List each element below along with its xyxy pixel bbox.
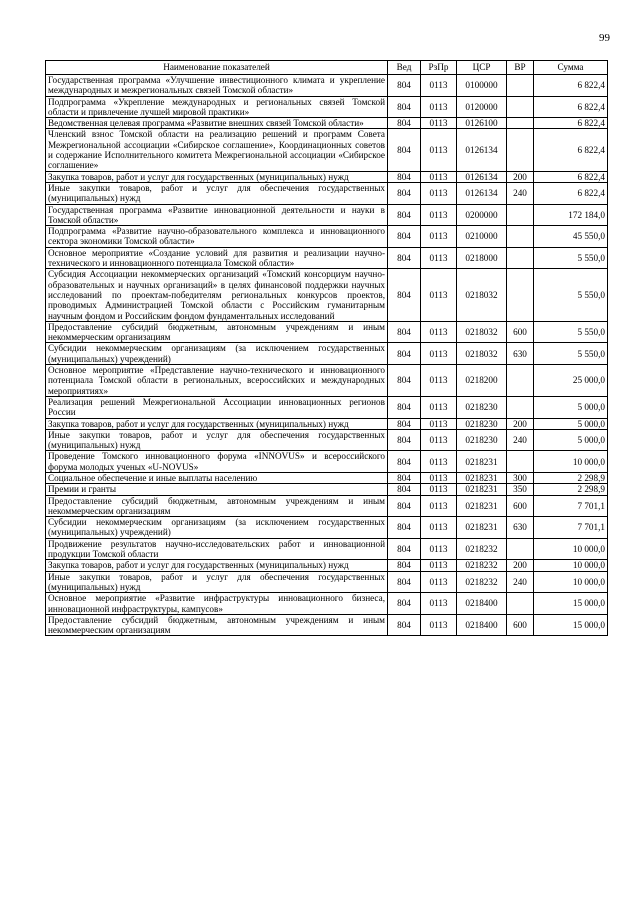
cell-rzpr: 0113	[421, 451, 457, 473]
table-row	[46, 495, 608, 517]
table-body	[46, 75, 608, 636]
cell-vr: 240	[507, 182, 534, 204]
cell-ved: 804	[388, 96, 421, 118]
cell-csr: 0126134	[457, 129, 507, 171]
cell-ved: 804	[388, 182, 421, 204]
cell-vr	[507, 204, 534, 226]
cell-vr	[507, 96, 534, 118]
cell-ved: 804	[388, 75, 421, 97]
cell-rzpr: 0113	[421, 182, 457, 204]
cell-rzpr: 0113	[421, 226, 457, 248]
cell-rzpr: 0113	[421, 495, 457, 517]
cell-sum: 6 822,4	[534, 96, 608, 118]
table-row	[46, 472, 608, 483]
cell-name: Основное мероприятие «Развитие инфраструктуры инновационного бизнеса, инновационной инфраструктуры, кампусов»	[46, 593, 388, 615]
cell-sum: 25 000,0	[534, 365, 608, 397]
cell-rzpr: 0113	[421, 593, 457, 615]
cell-name: Основное мероприятие «Представление научно-технического и инновационного потенциала Томской области в региональных, всероссийских и международных мероприятиях»	[46, 365, 388, 397]
cell-vr: 630	[507, 517, 534, 539]
budget-table	[45, 60, 608, 636]
table-row	[46, 517, 608, 539]
cell-vr: 200	[507, 171, 534, 182]
cell-sum: 15 000,0	[534, 593, 608, 615]
column-header-vr: ВР	[507, 61, 534, 75]
cell-vr: 200	[507, 418, 534, 429]
table-row	[46, 614, 608, 636]
cell-sum: 6 822,4	[534, 171, 608, 182]
cell-vr	[507, 118, 534, 129]
cell-ved: 804	[388, 321, 421, 343]
cell-rzpr: 0113	[421, 484, 457, 495]
cell-rzpr: 0113	[421, 560, 457, 571]
cell-name: Закупка товаров, работ и услуг для государственных (муниципальных) нужд	[46, 418, 388, 429]
cell-csr: 0218000	[457, 247, 507, 269]
cell-sum: 10 000,0	[534, 560, 608, 571]
cell-name: Членский взнос Томской области на реализацию решений и программ Совета Межрегиональной ассоциации «Сибирское соглашение», Координационных советов и содержание Исполнительного комитета Межрегиональной ассоциации «Сибирское соглашение»	[46, 129, 388, 171]
cell-rzpr: 0113	[421, 247, 457, 269]
cell-vr: 630	[507, 343, 534, 365]
cell-ved: 804	[388, 571, 421, 593]
cell-rzpr: 0113	[421, 429, 457, 451]
cell-ved: 804	[388, 451, 421, 473]
cell-ved: 804	[388, 343, 421, 365]
page-number: 99	[599, 32, 610, 44]
cell-ved: 804	[388, 129, 421, 171]
cell-vr	[507, 365, 534, 397]
cell-name: Реализация решений Межрегиональной Ассоциации инновационных регионов России	[46, 396, 388, 418]
column-header-csr: ЦСР	[457, 61, 507, 75]
cell-ved: 804	[388, 484, 421, 495]
cell-vr	[507, 396, 534, 418]
column-header-rzpr: РзПр	[421, 61, 457, 75]
cell-vr	[507, 129, 534, 171]
cell-rzpr: 0113	[421, 571, 457, 593]
cell-name: Социальное обеспечение и иные выплаты населению	[46, 472, 388, 483]
cell-sum: 5 000,0	[534, 396, 608, 418]
cell-csr: 0218231	[457, 495, 507, 517]
cell-vr	[507, 451, 534, 473]
cell-vr: 600	[507, 321, 534, 343]
table-row	[46, 129, 608, 171]
cell-vr	[507, 226, 534, 248]
cell-vr: 350	[507, 484, 534, 495]
table-row	[46, 321, 608, 343]
cell-name: Иные закупки товаров, работ и услуг для обеспечения государственных (муниципальных) нужд	[46, 571, 388, 593]
cell-sum: 10 000,0	[534, 571, 608, 593]
cell-sum: 2 298,9	[534, 472, 608, 483]
cell-csr: 0200000	[457, 204, 507, 226]
cell-ved: 804	[388, 118, 421, 129]
cell-vr: 240	[507, 429, 534, 451]
column-header-sum: Сумма	[534, 61, 608, 75]
cell-name: Подпрограмма «Укрепление международных и региональных связей Томской области и привлечение лучшей мировой практики»	[46, 96, 388, 118]
cell-csr: 0218230	[457, 418, 507, 429]
cell-rzpr: 0113	[421, 204, 457, 226]
cell-csr: 0218032	[457, 321, 507, 343]
cell-name: Субсидии некоммерческим организациям (за исключением государственных (муниципальных) учреждений)	[46, 343, 388, 365]
cell-ved: 804	[388, 226, 421, 248]
cell-name: Премии и гранты	[46, 484, 388, 495]
cell-ved: 804	[388, 538, 421, 560]
cell-csr: 0218231	[457, 484, 507, 495]
cell-sum: 5 550,0	[534, 321, 608, 343]
cell-name: Субсидия Ассоциации некоммерческих организаций «Томский консорциум научно-образовательных и научных организаций» в целях финансовой поддержки научных исследований по проектам-победителям региональных конкурсов проектов, проводимых Администрацией Томской области с Российским гуманитарным научным фондом и Российским фондом фундаментальных исследований	[46, 269, 388, 321]
cell-sum: 172 184,0	[534, 204, 608, 226]
table-row	[46, 365, 608, 397]
cell-name: Предоставление субсидий бюджетным, автономным учреждениям и иным некоммерческим организациям	[46, 495, 388, 517]
cell-name: Закупка товаров, работ и услуг для государственных (муниципальных) нужд	[46, 560, 388, 571]
table-row	[46, 571, 608, 593]
cell-csr: 0218231	[457, 451, 507, 473]
cell-sum: 15 000,0	[534, 614, 608, 636]
cell-csr: 0218232	[457, 560, 507, 571]
cell-sum: 6 822,4	[534, 182, 608, 204]
cell-sum: 6 822,4	[534, 118, 608, 129]
cell-vr	[507, 247, 534, 269]
cell-csr: 0120000	[457, 96, 507, 118]
cell-csr: 0100000	[457, 75, 507, 97]
table-row	[46, 418, 608, 429]
cell-rzpr: 0113	[421, 365, 457, 397]
cell-name: Продвижение результатов научно-исследовательских работ и инновационной продукции Томской области	[46, 538, 388, 560]
column-header-ved: Вед	[388, 61, 421, 75]
cell-csr: 0218231	[457, 517, 507, 539]
cell-csr: 0218230	[457, 429, 507, 451]
cell-rzpr: 0113	[421, 472, 457, 483]
cell-csr: 0218032	[457, 343, 507, 365]
cell-ved: 804	[388, 171, 421, 182]
cell-sum: 45 550,0	[534, 226, 608, 248]
cell-csr: 0218231	[457, 472, 507, 483]
cell-vr	[507, 593, 534, 615]
cell-ved: 804	[388, 418, 421, 429]
cell-sum: 5 550,0	[534, 247, 608, 269]
cell-ved: 804	[388, 560, 421, 571]
cell-sum: 10 000,0	[534, 538, 608, 560]
cell-vr: 240	[507, 571, 534, 593]
cell-csr: 0126134	[457, 182, 507, 204]
table-row	[46, 451, 608, 473]
cell-csr: 0210000	[457, 226, 507, 248]
cell-csr: 0126134	[457, 171, 507, 182]
cell-sum: 5 000,0	[534, 429, 608, 451]
cell-name: Закупка товаров, работ и услуг для государственных (муниципальных) нужд	[46, 171, 388, 182]
cell-name: Субсидии некоммерческим организациям (за исключением государственных (муниципальных) учреждений)	[46, 517, 388, 539]
cell-rzpr: 0113	[421, 321, 457, 343]
table-header-row	[46, 61, 608, 75]
cell-vr: 600	[507, 495, 534, 517]
cell-sum: 5 550,0	[534, 269, 608, 321]
cell-sum: 10 000,0	[534, 451, 608, 473]
cell-csr: 0218400	[457, 593, 507, 615]
cell-vr	[507, 269, 534, 321]
table-row	[46, 96, 608, 118]
cell-csr: 0218232	[457, 571, 507, 593]
cell-vr: 300	[507, 472, 534, 483]
cell-rzpr: 0113	[421, 343, 457, 365]
cell-ved: 804	[388, 396, 421, 418]
cell-ved: 804	[388, 517, 421, 539]
cell-csr: 0218232	[457, 538, 507, 560]
cell-csr: 0218400	[457, 614, 507, 636]
cell-csr: 0218032	[457, 269, 507, 321]
cell-name: Проведение Томского инновационного форума «INNOVUS» и всероссийского форума молодых ученых «U-NOVUS»	[46, 451, 388, 473]
cell-ved: 804	[388, 429, 421, 451]
cell-rzpr: 0113	[421, 614, 457, 636]
cell-name: Основное мероприятие «Создание условий для развития и реализации научно-технического и инновационного потенциала Томской области»	[46, 247, 388, 269]
cell-sum: 2 298,9	[534, 484, 608, 495]
cell-sum: 6 822,4	[534, 75, 608, 97]
table-row	[46, 118, 608, 129]
cell-ved: 804	[388, 204, 421, 226]
table-row	[46, 560, 608, 571]
cell-sum: 7 701,1	[534, 517, 608, 539]
table-row	[46, 247, 608, 269]
cell-sum: 6 822,4	[534, 129, 608, 171]
cell-rzpr: 0113	[421, 75, 457, 97]
cell-vr	[507, 538, 534, 560]
table-row	[46, 396, 608, 418]
cell-rzpr: 0113	[421, 269, 457, 321]
table-row	[46, 226, 608, 248]
cell-ved: 804	[388, 614, 421, 636]
cell-ved: 804	[388, 247, 421, 269]
cell-rzpr: 0113	[421, 396, 457, 418]
cell-vr: 600	[507, 614, 534, 636]
cell-rzpr: 0113	[421, 538, 457, 560]
column-header-name: Наименование показателей	[46, 61, 388, 75]
table-row	[46, 538, 608, 560]
cell-rzpr: 0113	[421, 129, 457, 171]
table-row	[46, 182, 608, 204]
cell-ved: 804	[388, 365, 421, 397]
cell-ved: 804	[388, 269, 421, 321]
cell-rzpr: 0113	[421, 118, 457, 129]
cell-name: Государственная программа «Улучшение инвестиционного климата и укрепление международных и межрегиональных связей Томской области»	[46, 75, 388, 97]
cell-name: Подпрограмма «Развитие научно-образовательного комплекса и инновационного сектора экономики Томской области»	[46, 226, 388, 248]
cell-rzpr: 0113	[421, 171, 457, 182]
cell-sum: 5 000,0	[534, 418, 608, 429]
cell-ved: 804	[388, 593, 421, 615]
table-row	[46, 484, 608, 495]
cell-rzpr: 0113	[421, 96, 457, 118]
cell-rzpr: 0113	[421, 517, 457, 539]
table-row	[46, 343, 608, 365]
cell-ved: 804	[388, 495, 421, 517]
cell-name: Ведомственная целевая программа «Развитие внешних связей Томской области»	[46, 118, 388, 129]
table-row	[46, 75, 608, 97]
cell-vr: 200	[507, 560, 534, 571]
cell-name: Предоставление субсидий бюджетным, автономным учреждениям и иным некоммерческим организациям	[46, 614, 388, 636]
cell-name: Государственная программа «Развитие инновационной деятельности и науки в Томской области»	[46, 204, 388, 226]
cell-vr	[507, 75, 534, 97]
table-row	[46, 269, 608, 321]
cell-rzpr: 0113	[421, 418, 457, 429]
cell-name: Иные закупки товаров, работ и услуг для обеспечения государственных (муниципальных) нужд	[46, 182, 388, 204]
table-row	[46, 429, 608, 451]
cell-csr: 0126100	[457, 118, 507, 129]
table-row	[46, 204, 608, 226]
cell-sum: 7 701,1	[534, 495, 608, 517]
table-row	[46, 593, 608, 615]
table-row	[46, 171, 608, 182]
cell-ved: 804	[388, 472, 421, 483]
cell-name: Предоставление субсидий бюджетным, автономным учреждениям и иным некоммерческим организациям	[46, 321, 388, 343]
cell-name: Иные закупки товаров, работ и услуг для обеспечения государственных (муниципальных) нужд	[46, 429, 388, 451]
cell-csr: 0218200	[457, 365, 507, 397]
cell-csr: 0218230	[457, 396, 507, 418]
cell-sum: 5 550,0	[534, 343, 608, 365]
